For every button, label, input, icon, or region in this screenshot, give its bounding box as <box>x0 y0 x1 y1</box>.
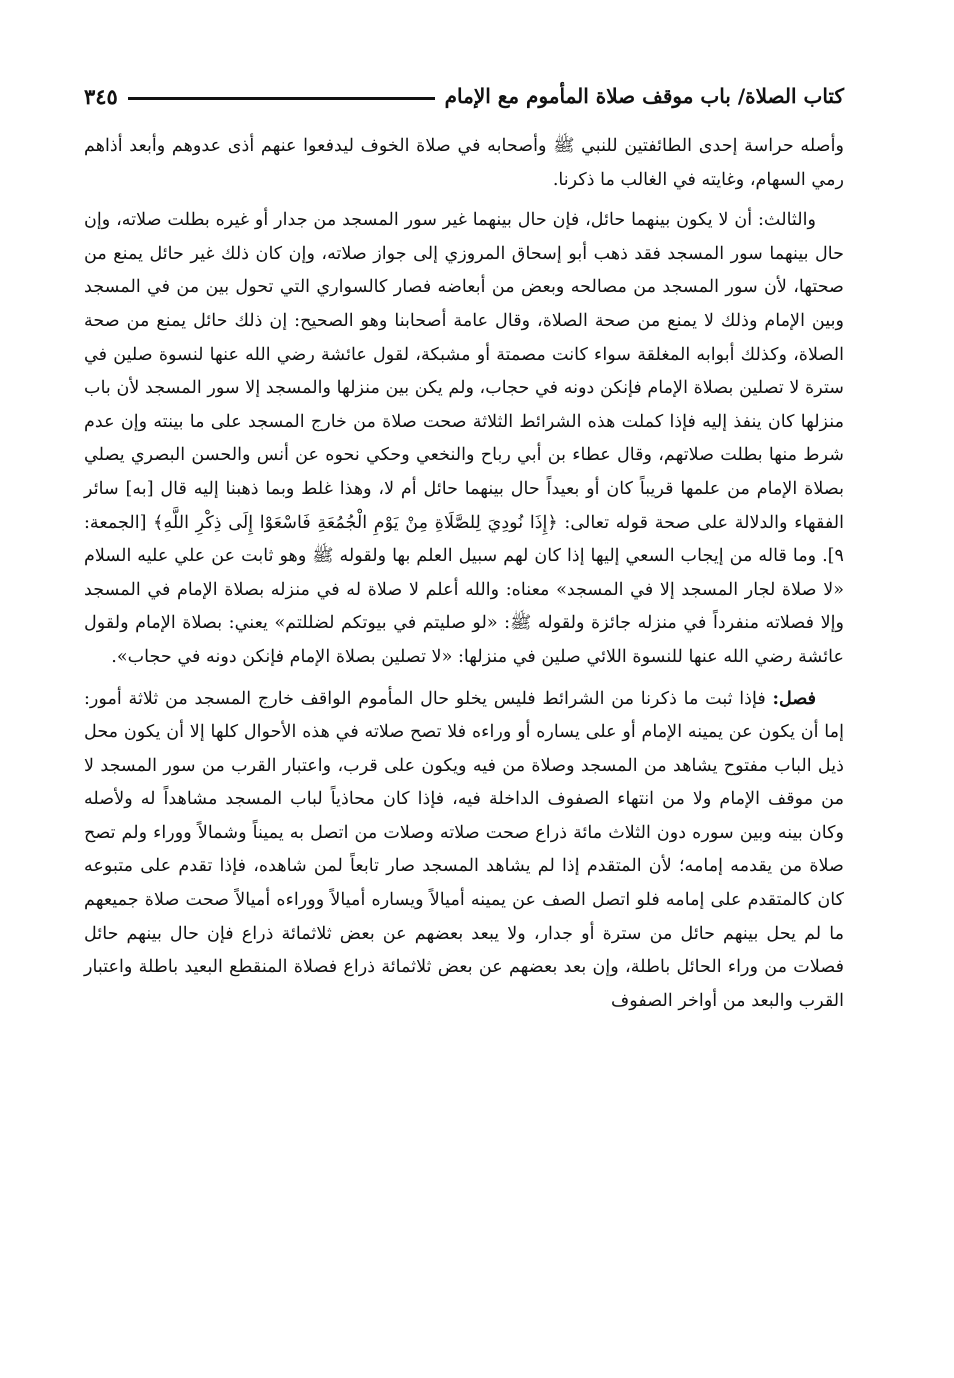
chapter-title: كتاب الصلاة/ باب موقف صلاة المأموم مع الإمام <box>444 84 844 108</box>
body-text <box>84 130 844 1025</box>
paragraph <box>84 682 844 1019</box>
paragraph-text: والثالث: أن لا يكون بينهما حائل، فإن حال بينهما غير سور المسجد من جدار أو غيره بطلت صلاته، وإن حال بينهما سور المسجد فقد ذهب أبو إسحاق المروزي إلى جواز صلاته، وإن كان ذلك غير حائل يمنع من صحتها، لأن سور المسجد من مصالحه وبعض من أبعاضه فصار كالسواري التي تحول بين من في المسجد وبين الإمام وذلك لا يمنع من صحة الصلاة، وقال عامة أصحابنا وهو الصحيح: إن ذلك حائل يمنع من صحة الصلاة، وكذلك أبوابه المغلقة سواء كانت مصمتة أو مشبكة، لقول عائشة رضي الله عنها لنسوة صلين في سترة لا تصلين بصلاة الإمام فإنكن دونه في حجاب، ولم يكن بين منزلها والمسجد إلا سور المسجد لأن باب منزلها كان ينفذ إليه فإذا كملت هذه الشرائط الثلاثة صحت صلاة من خارج المسجد على ما بينته وإن عدم شرط منها بطلت صلاتهم، وقال عطاء بن أبي رباح والنخعي وحكي نحوه عن أنس والحسن البصري يصلي بصلاة الإمام من علمها قريباً كان أو بعيداً حال بينهما حائل أم لا، وهذا غلط وبما ذهبنا إليه قال [به] سائر الفقهاء والدلالة على صحة قوله تعالى: ﴿إِذَا نُودِيَ لِلصَّلَاةِ مِنْ يَوْمِ الْجُمُعَةِ فَاسْعَوْا إِلَى ذِكْرِ اللَّهِ﴾ [الجمعة: ٩]. وما قاله من إيجاب السعي إليها إذا كان لهم سبيل العلم بها ولقوله ﷺ وهو ثابت عن علي عليه السلام «لا صلاة لجار المسجد إلا في المسجد» معناه: والله أعلم لا صلاة له في منزله بصلاة الإمام في المسجد وإلا فصلاته منفرداً في منزله جائزة ولقوله ﷺ: «لو صليتم في بيوتكم لضللتم» يعني: بصلاة الإمام ولقول عائشة رضي الله عنها للنسوة اللائي صلين في منزلها: «لا تصلين بصلاة الإمام فإنكن دونه في حجاب». <box>84 210 844 667</box>
paragraph-text: فإذا ثبت ما ذكرنا من الشرائط فليس يخلو حال المأموم الواقف خارج المسجد من ثلاثة أمور: إما أن يكون عن يمينه الإمام أو على يساره أو وراءه فلا تصح صلاته في هذه الأحوال كلها إلا أن يكون محل ذيل الباب مفتوح يشاهد من المسجد وصلاة من فيه ويكون على قرب، واعتبار القرب من سور المسجد لا من موقف الإمام ولا من انتهاء الصفوف الداخلة فيه، فإذا كان محاذياً لباب المسجد مشاهداً له ولأصله وكان بينه وبين سوره دون الثلاث مائة ذراع صحت صلاته وصلات من اتصل به يميناً وشمالاً ووراء ولم تصح صلاة من يقدمه إمامه؛ لأن المتقدم إذا لم يشاهد المسجد صار تابعاً لمن شاهده، فإذا تقدم على متبوعه كان كالمتقدم على إمامه فلو اتصل الصف عن يمينه أميالاً ويساره أميالاً ووراءه أميالاً صحت صلاة جميعهم ما لم يحل بينهم حائل من سترة أو جدار، ولا يبعد بعضهم عن بعض ثلاثمائة ذراع فإن حال بينهم حائل فصلات من وراء الحائل باطلة، وإن بعد بعضهم عن بعض ثلاثمائة ذراع فصلاة المنقطع البعيد باطلة واعتبار القرب والبعد من أواخر الصفوف <box>84 688 844 1011</box>
paragraph <box>84 204 844 674</box>
section-label: فصل: <box>772 687 816 709</box>
header-rule <box>128 97 435 100</box>
paragraph-text: وأصله حراسة إحدى الطائفتين للنبي ﷺ وأصحابه في صلاة الخوف ليدفعوا عنهم أذى عدوهم وأبعد أذاهم رمي السهام، وغايته في الغالب ما ذكرنا. <box>84 136 844 190</box>
page-number: ٣٤٥ <box>84 83 118 109</box>
paragraph <box>84 130 844 197</box>
running-header <box>84 76 844 116</box>
book-page <box>84 76 844 1316</box>
